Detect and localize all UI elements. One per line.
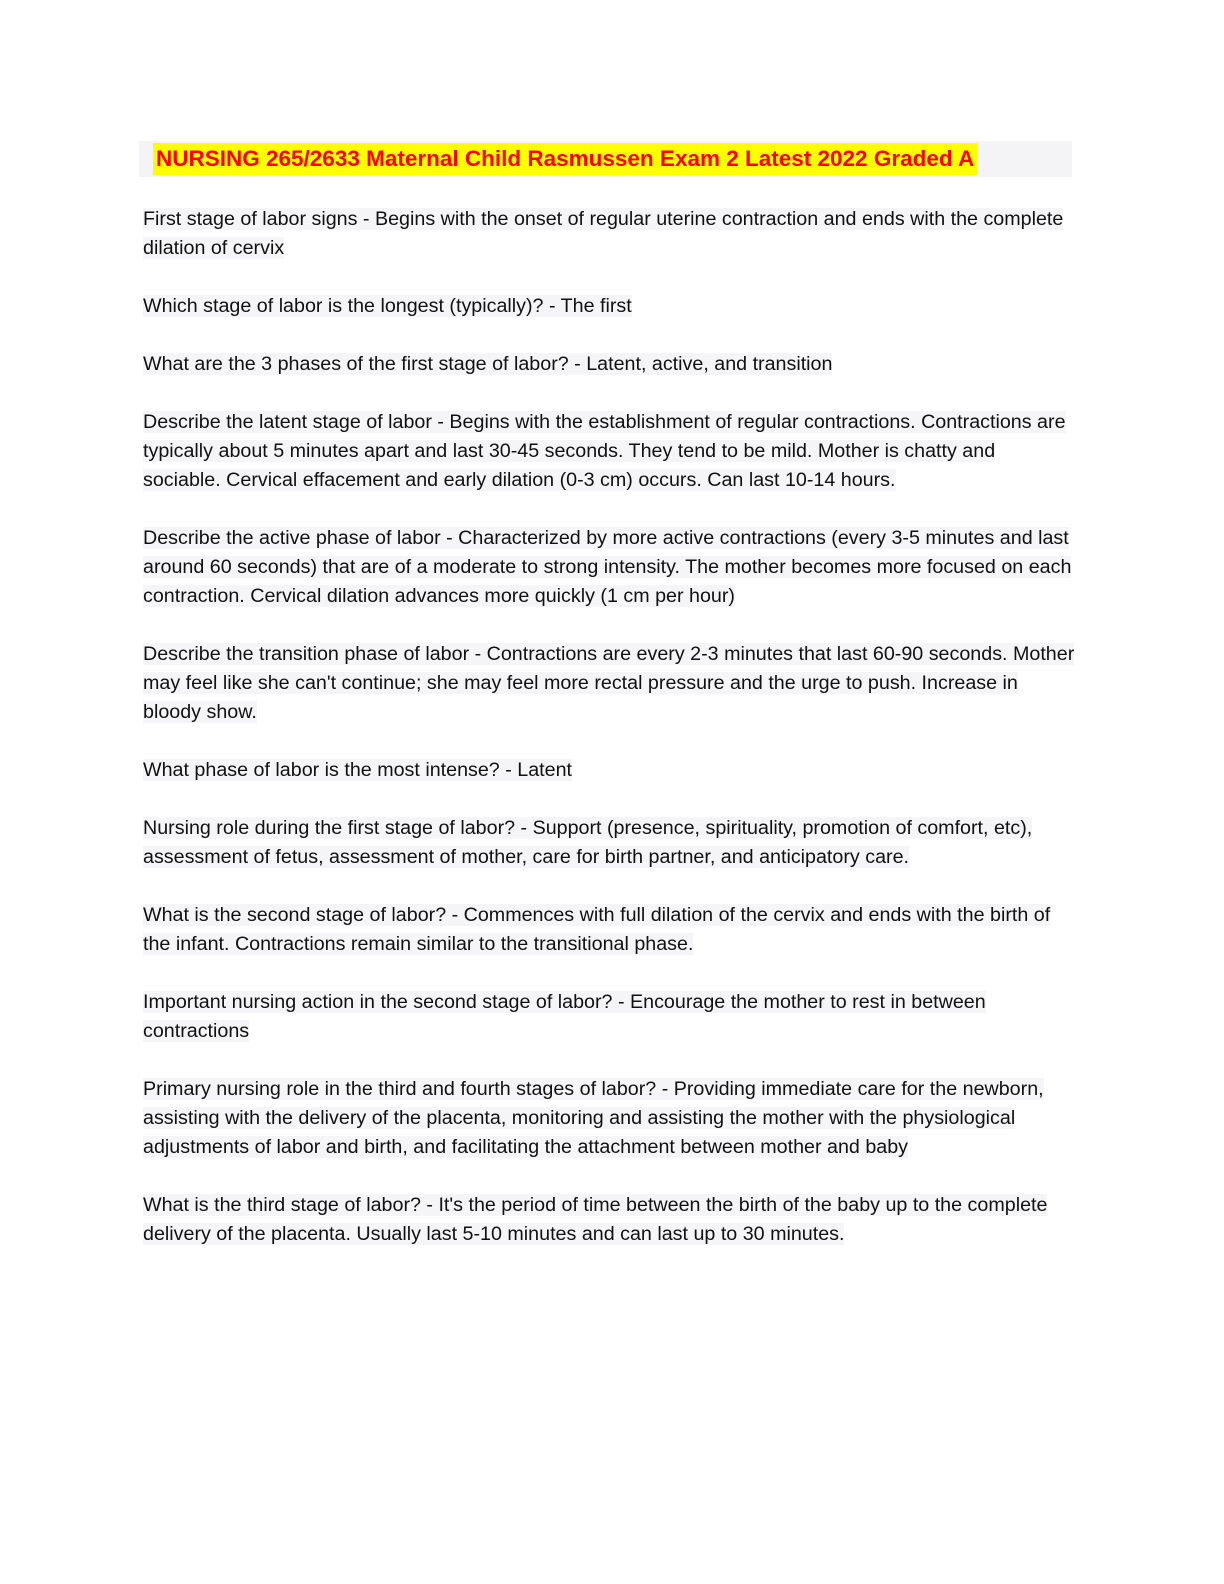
qa-text: Important nursing action in the second stage of labor? - Encourage the mother to rest in between contractions [143,990,986,1042]
qa-entry [143,756,1078,785]
qa-entry [143,640,1078,727]
qa-text: Primary nursing role in the third and fourth stages of labor? - Providing immediate care for the newborn, assisting with the delivery of the placenta, monitoring and assisting the mother with the physiological adjustments of labor and birth, and facilitating the attachment between mother and baby [143,1077,1044,1159]
qa-entry [143,1075,1078,1162]
qa-entry [143,814,1078,872]
qa-entry [143,205,1078,263]
qa-text: What is the second stage of labor? - Commences with full dilation of the cervix and ends with the birth of the infant. Contractions remain similar to the transitional phase. [143,903,1051,955]
qa-entry [143,292,1078,321]
qa-text: First stage of labor signs - Begins with the onset of regular uterine contraction and ends with the complete dilation of cervix [143,208,1064,260]
qa-text: What is the third stage of labor? - It's the period of time between the birth of the baby up to the complete delivery of the placenta. Usually last 5-10 minutes and can last up to 30 minutes. [143,1193,1048,1246]
qa-list [143,205,1078,1278]
qa-text: Which stage of labor is the longest (typically)? - The first [143,294,632,317]
qa-text: Nursing role during the first stage of labor? - Support (presence, spirituality, promotion of comfort, etc), assessment of fetus, assessment of mother, care for birth partner, and anticipatory care. [143,816,1033,868]
qa-entry [143,350,1078,379]
qa-entry [143,524,1078,611]
qa-text: What are the 3 phases of the first stage of labor? - Latent, active, and transition [143,352,833,375]
qa-text: Describe the latent stage of labor - Begins with the establishment of regular contractions. Contractions are typically about 5 minutes apart and last 30-45 seconds. They tend to be mild. Mother is chatty and sociable. Cervical effacement and early dilation (0-3 cm) occurs. Can last 10-14 hours. [143,410,1066,491]
qa-text: What phase of labor is the most intense? - Latent [143,759,572,781]
qa-entry [143,408,1078,495]
qa-text: Describe the transition phase of labor - Contractions are every 2-3 minutes that last 60-90 seconds. Mother may feel like she can't continue; she may feel more rectal pressure and the urge to push. Increase in bloody show. [143,642,1075,724]
qa-entry [143,1191,1078,1249]
qa-entry [143,988,1078,1046]
document-title: NURSING 265/2633 Maternal Child Rasmussen Exam 2 Latest 2022 Graded A [153,143,977,175]
qa-entry [143,901,1078,959]
qa-text: Describe the active phase of labor - Characterized by more active contractions (every 3-5 minutes and last around 60 seconds) that are of a moderate to strong intensity. The mother becomes more focused on each contraction. Cervical dilation advances more quickly (1 cm per hour) [143,526,1072,608]
